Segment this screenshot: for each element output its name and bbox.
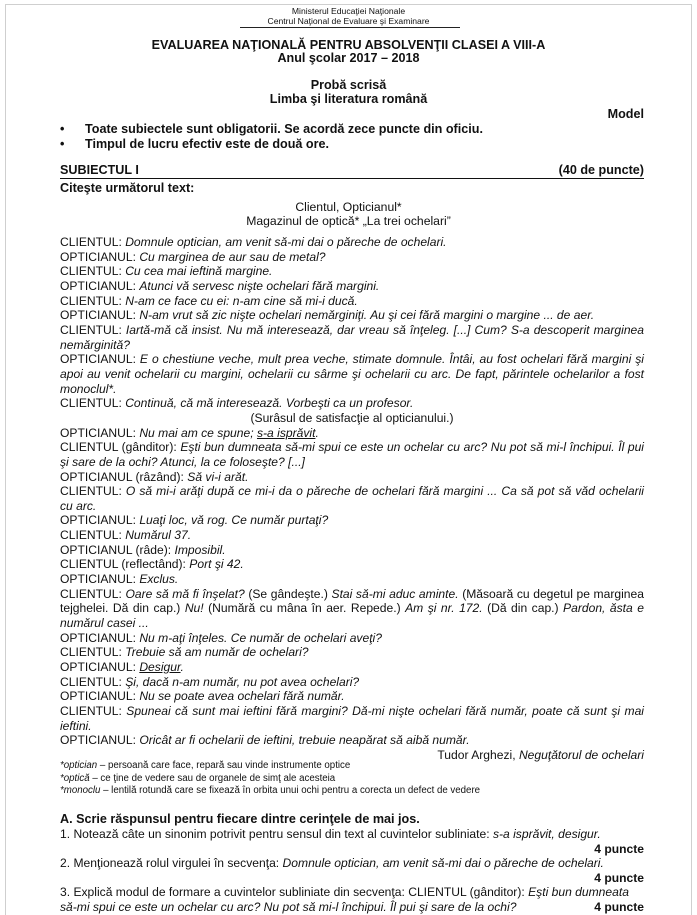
header-rule (240, 27, 460, 28)
dialogue-line (60, 294, 644, 309)
institution-header (0, 6, 697, 26)
work-title: Neguţătorul de ochelari (518, 747, 644, 762)
exam-title: EVALUAREA NAŢIONALĂ PENTRU ABSOLVENŢII CLASEI A VIII-A (151, 38, 546, 52)
speech: E o chestiune veche, mult prea veche, stimate domnule. Întâi, au fost ochelari fără margini şi apoi au venit ochelarii cu margini, ochelarii cu sârme şi ochelarii cu arc. De fapt, părintele ochelarilor a fost monoclul*. (60, 352, 644, 396)
speech: Iartă-mă că insist. Nu mă interesează, dar vreau să înţeleg. [...] Cum? S-a descoperit marginea nemărginită? (60, 322, 644, 352)
dialogue-line (60, 279, 644, 294)
speech: Cu marginea de aur sau de metal? (139, 249, 326, 264)
speech: Luaţi loc, vă rog. Ce număr purtaţi? (139, 513, 329, 528)
task-text: 2. Menţionează rolul virgulei în secvenţa: (60, 856, 280, 871)
page-border-left (5, 4, 6, 915)
dialogue-line (60, 528, 644, 543)
exam-title-block (0, 39, 697, 65)
page-border-right (691, 4, 692, 915)
play-heading (0, 200, 697, 228)
dialogue-line (60, 308, 644, 323)
speaker: OPTICIANUL: (60, 733, 136, 748)
dialogue-line (60, 704, 644, 733)
dialogue-line (60, 470, 644, 485)
speaker: OPTICIANUL: (60, 278, 136, 293)
speaker: CLIENTUL: (60, 528, 122, 543)
glossary-notes (60, 760, 644, 798)
stage-direction: (Numără cu mâna în aer. Repede.) (208, 601, 401, 616)
task-points: 4 puncte (594, 841, 644, 856)
speech: Nu! (184, 601, 204, 616)
speech: Cu cea mai ieftină margine. (125, 264, 273, 279)
dialogue-line (60, 645, 644, 660)
dialogue-line (60, 235, 644, 250)
speech: Nu m-aţi înţeles. Ce număr de ochelari aveţi? (139, 630, 382, 645)
ministry-name: Ministerul Educaţiei Naţionale (291, 6, 406, 16)
speech: N-am ce face cu ei: n-am cine să mi-i ducă. (125, 293, 358, 308)
dialogue-line (60, 396, 644, 411)
task-quote: s-a isprăvit, desigur. (492, 827, 601, 841)
speech: Port şi 42. (189, 557, 244, 572)
speaker: CLIENTUL: (60, 586, 122, 601)
dialogue-line (60, 440, 644, 469)
play-title: Clientul, Opticianul* (295, 200, 402, 214)
glossary-item (60, 773, 644, 786)
dialogue-line (60, 264, 644, 279)
instruction-item: • Timpul de lucru efectiv este de două ore. (60, 137, 483, 152)
speaker: OPTICIANUL: (60, 572, 136, 587)
dialogue-line (60, 631, 644, 646)
speech: Nu mai am ce spune; (139, 425, 254, 440)
speech: Şi, dacă n-am număr, nu pot avea ochelari? (125, 674, 360, 689)
dialogue-line (60, 587, 644, 631)
task-item (60, 856, 644, 871)
speaker: OPTICIANUL: (60, 249, 136, 264)
dialogue-line (60, 689, 644, 704)
glossary-item (60, 760, 644, 773)
centre-name: Centrul Naţional de Evaluare şi Examinare (267, 16, 430, 26)
underlined-word: s-a isprăvit (256, 425, 316, 440)
glossary-term: *optician (60, 760, 98, 771)
dialogue-line: OPTICIANUL: Desigur. (60, 660, 184, 675)
glossary-item (60, 785, 644, 798)
dialogue-line (60, 250, 644, 265)
speaker: CLIENTUL (reflectând): (60, 557, 186, 572)
speaker: CLIENTUL: (60, 484, 122, 499)
dialogue-line (60, 352, 644, 396)
read-prompt: Citeşte următorul text: (60, 181, 195, 195)
speaker: OPTICIANUL (râzând): (60, 469, 184, 484)
speech: Stai să-mi aduc aminte. (331, 586, 459, 601)
speaker: OPTICIANUL: (60, 660, 136, 675)
speech: Numărul 37. (125, 528, 192, 543)
instruction-item: • Toate subiectele sunt obligatorii. Se acordă zece puncte din oficiu. (60, 122, 483, 137)
task-item (60, 885, 644, 914)
task-points: 4 puncte (594, 870, 644, 885)
dialogue-text (60, 235, 644, 763)
speaker: CLIENTUL: (60, 396, 122, 411)
dialogue-line (60, 557, 644, 572)
speaker: OPTICIANUL: (60, 689, 136, 704)
model-label: Model (607, 107, 644, 121)
stage-direction: (Dă din cap.) (487, 601, 559, 616)
task-quote: Eşti bun dumneata să-mi spui ce este un ochelar cu arc? Nu pot să mi-l închipui. Îl pui şi sare de la ochi? (60, 885, 629, 914)
speaker: OPTICIANUL: (60, 513, 136, 528)
speech: Domnule optician, am venit să-mi dai o păreche de ochelari. (125, 235, 447, 249)
dialogue-line: OPTICIANUL: Nu mai am ce spune; s-a isprăvit. (60, 425, 319, 440)
speech: Atunci vă servesc nişte ochelari fără margini. (139, 278, 380, 293)
school-year: Anul şcolar 2017 – 2018 (277, 51, 420, 65)
speech: O să mi-i arăţi după ce mi-i da o păreche de ochelari fără margini ... Ca să pot să văd ochelarii cu arc. (60, 484, 644, 513)
section-points: (40 de puncte) (558, 163, 644, 177)
speech: Eşti bun dumneata să-mi spui ce este un ochelar cu arc? Nu pot să mi-l închipui. Îl pui şi sare de la ochi? Atunci, la ce foloseşte? [...] (60, 440, 644, 469)
task-item (60, 827, 644, 842)
task-list (60, 827, 644, 915)
page-border-top (5, 4, 692, 5)
speaker: CLIENTUL: (60, 645, 122, 660)
speech: Nu se poate avea ochelari fără număr. (139, 689, 345, 704)
section-heading (60, 163, 644, 179)
speech: Imposibil. (174, 542, 226, 557)
speech: Continuă, că mă interesează. Vorbeşti ca un profesor. (125, 396, 414, 411)
task-text: 3. Explică modul de formare a cuvintelor subliniate din secvenţa: CLIENTUL (gânditor): (60, 885, 525, 900)
dialogue-line (60, 323, 644, 352)
speech: Trebuie să am număr de ochelari? (125, 645, 309, 660)
speech: N-am vrut să zic nişte ochelari nemărginiţi. Au şi cei fără margini o margine ... de aer. (139, 308, 595, 323)
speaker: CLIENTUL: (60, 322, 122, 337)
dialogue-line (60, 484, 644, 513)
speaker: CLIENTUL: (60, 293, 122, 308)
speech: Exclus. (139, 572, 179, 587)
speaker: CLIENTUL: (60, 704, 122, 718)
dialogue-line (60, 572, 644, 587)
glossary-definition: – persoană care face, repară sau vinde instrumente optice (97, 760, 351, 771)
speaker: OPTICIANUL: (60, 352, 136, 367)
instructions-list (60, 122, 483, 152)
underlined-word: Desigur (139, 660, 181, 675)
dialogue-line (60, 513, 644, 528)
speaker: OPTICIANUL: (60, 630, 136, 645)
author-name: Tudor Arghezi, (437, 747, 516, 762)
glossary-term: *optică (60, 772, 90, 784)
speech: Oare să mă fi înşelat? (125, 586, 245, 601)
speaker: OPTICIANUL: (60, 308, 136, 323)
exam-subject: Limba şi literatura română (269, 92, 428, 106)
speaker: OPTICIANUL (râde): (60, 542, 172, 557)
speech: Pardon, ăsta e numărul casei ... (60, 601, 644, 631)
glossary-definition: – ce ţine de vedere sau de organele de simţ ale acesteia (89, 772, 336, 784)
stage-direction: (Surâsul de satisfacţie al opticianului.) (250, 410, 454, 425)
dialogue-line (60, 543, 644, 558)
speech: Să vi-i arăt. (187, 469, 249, 484)
part-a-heading: A. Scrie răspunsul pentru fiecare dintre cerinţele de mai jos. (60, 812, 420, 826)
speaker: CLIENTUL: (60, 235, 122, 249)
speaker: CLIENTUL: (60, 264, 122, 279)
glossary-definition: – lentilă rotundă care se fixează în orbita unui ochi pentru a corecta un defect de vedere (100, 785, 481, 796)
speaker: CLIENTUL: (60, 674, 122, 689)
stage-direction: (Măsoară cu degetul pe marginea tejghelei. Dă din cap.) (60, 586, 644, 616)
speaker: OPTICIANUL: (60, 425, 136, 440)
dialogue-line (60, 675, 644, 690)
play-setting: Magazinul de optică* „La trei ochelari” (246, 214, 451, 228)
exam-subtitle-block (0, 78, 697, 106)
task-text: 1. Notează câte un sinonim potrivit pentru sensul din text al cuvintelor subliniate: (60, 827, 490, 841)
dialogue-line (60, 733, 644, 748)
speech: Am şi nr. 172. (405, 601, 483, 616)
glossary-term: *monoclu (60, 785, 101, 796)
task-points: 4 puncte (594, 899, 644, 914)
stage-direction: (Se gândeşte.) (248, 586, 328, 601)
speech: Oricât ar fi ochelarii de ieftini, trebuie neapărat să aibă număr. (139, 733, 470, 748)
section-label: SUBIECTUL I (60, 163, 139, 177)
exam-type: Probă scrisă (310, 78, 387, 92)
speech: Spuneai că sunt mai ieftini fără margini? Dă-mi nişte ochelari fără număr, poate că sunt şi mai ieftini. (60, 704, 644, 733)
speaker: CLIENTUL (gânditor): (60, 440, 177, 455)
task-quote: Domnule optician, am venit să-mi dai o păreche de ochelari. (282, 856, 604, 871)
